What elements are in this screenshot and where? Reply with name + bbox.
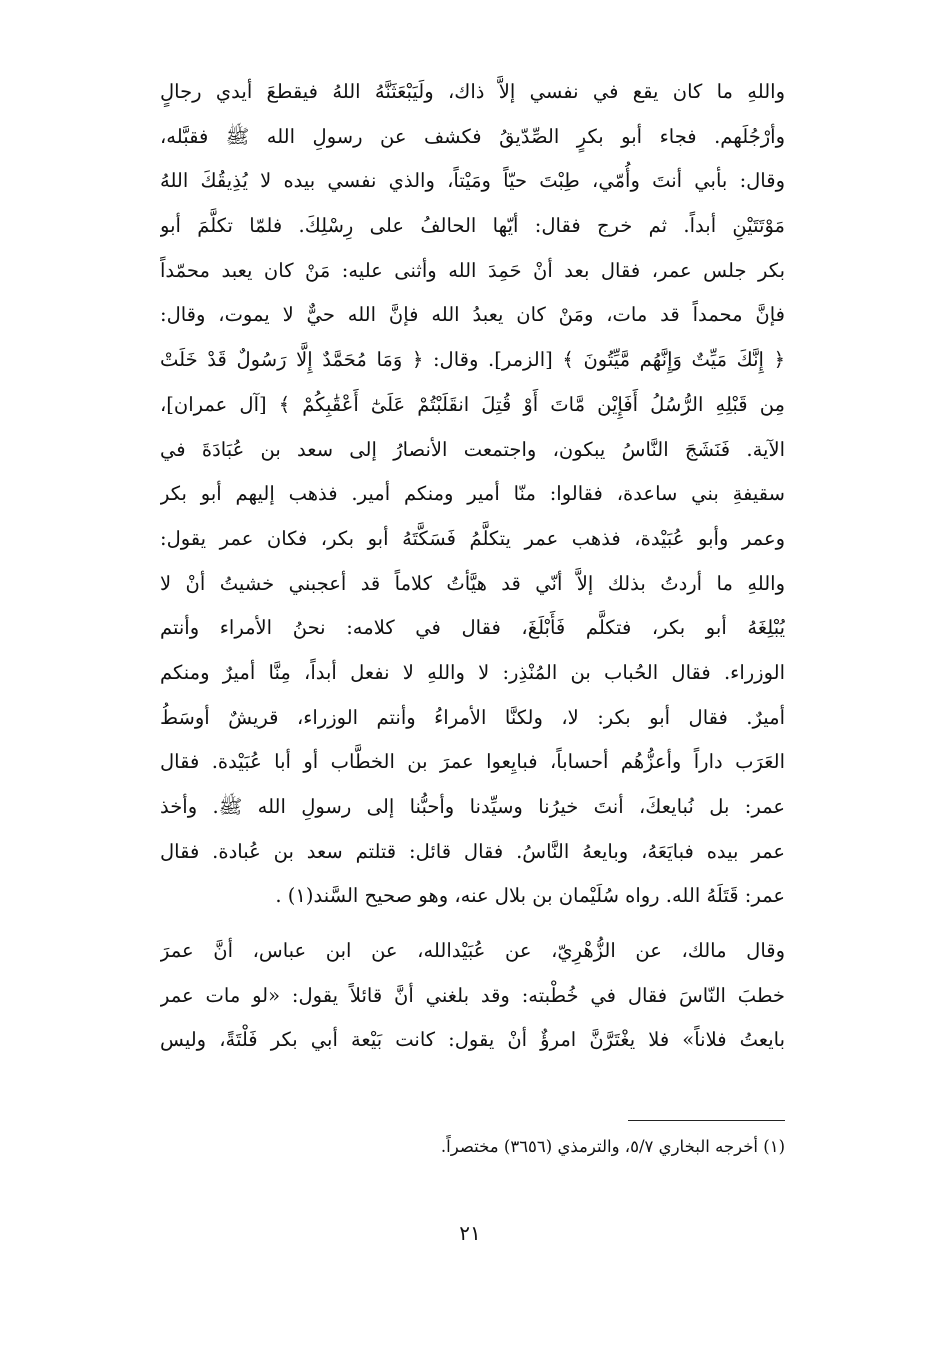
text-line: واللهِ ما كان يقع في نفسي إلاَّ ذاك، ولَيَبْعَثَنَّهُ اللهُ فيقطعَ أيدي رجالٍ bbox=[160, 80, 785, 103]
paragraph-gap bbox=[160, 919, 785, 929]
text-line: وأرْجُلَهم. فجاء أبو بكرٍ الصِّدّيقُ فكشف عن رسولِ الله ﷺ فقبَّله، bbox=[160, 124, 785, 148]
text-line: وقال مالك، عن الزُّهْرِيّ، عن عُبَيْدالله، عن ابن عباس، أنَّ عمرَ bbox=[160, 939, 785, 963]
text-line: عمر بيده فبايَعَهُ، وبايعهُ النَّاسُ. فقال قائل: قتلتم سعد بن عُبادة. فقال bbox=[160, 839, 785, 863]
paragraph-2 bbox=[160, 929, 785, 1063]
footnote: (١) أخرجه البخاري ٥/٧، والترمذي (٣٦٥٦) مختصراً. bbox=[440, 1137, 785, 1156]
footnote-separator bbox=[628, 1120, 785, 1121]
page-number: ٢١ bbox=[459, 1221, 481, 1245]
text-line: أميرٌ. فقال أبو بكر: لا، ولكنَّا الأمراءُ وأنتم الوزراء، قريشٌ أوسَطُ bbox=[160, 705, 785, 729]
text-line: بايعتُ فلاناً» فلا يغْتَرَّنَّ امرؤٌ أنْ يقول: كانت بَيْعة أبي بكر فَلْتَةً، وليس bbox=[160, 1028, 785, 1052]
text-line: خطبَ النّاسَ فقال في خُطْبته: وقد بلغني أنَّ قائلاً يقول: «لو مات عمر bbox=[160, 983, 785, 1007]
text-line: مَوْتَتَيْنِ أبداً. ثم خرج فقال: أيّها الحالفُ على رِسْلِكَ. فلمّا تكلَّمَ أبو bbox=[160, 214, 785, 238]
text-line: عمر: قَتَلَهُ الله. رواه سُلَيْمان بن بلال عنه، وهو صحيح السَّند(١) . bbox=[275, 884, 785, 908]
text-line: بكر جلس عمر، فقال بعد أنْ حَمِدَ الله وأثنى عليه: مَنْ كان يعبد محمّداً bbox=[160, 258, 785, 282]
text-line: وعمر وأبو عُبَيْدة، فذهب عمر يتكلَّمُ فَسَكَّتَهُ أبو بكر، فكان عمر يقول: bbox=[160, 526, 785, 550]
text-line: الآية. فَنَشَجَ النَّاسُ يبكون، واجتمعت الأنصارُ إلى سعد بن عُبَادَةَ في bbox=[160, 437, 785, 461]
text-line: وقال: بأبي أنتَ وأُمّي، طِبْتَ حيّاً ومَيْتاً، والذي نفسي بيده لا يُذِيقُكَ اللهُ bbox=[160, 169, 785, 193]
text-line: واللهِ ما أردتُ بذلك إلاَّ أنّي قد هيَّأتُ كلاماً قد أعجبني خشيتُ أنْ لا bbox=[160, 571, 785, 595]
text-line: العَرَب داراً وأعزُّهُم أحساباً، فبايِعوا عمرَ بن الخطَّاب أو أبا عُبَيْدة. فقال bbox=[160, 750, 785, 774]
main-text bbox=[160, 70, 785, 1063]
text-line: الوزراء. فقال الحُباب بن المُنْذِر: لا واللهِ لا نفعل أبداً، مِنَّا أميرٌ ومنكم bbox=[160, 660, 785, 684]
paragraph-1 bbox=[160, 70, 785, 919]
text-line: فإنَّ محمداً قد مات، ومَنْ كان يعبدُ الله فإنَّ الله حيٌّ لا يموت، وقال: bbox=[160, 303, 785, 327]
text-line: عمر: بل نُبايعكَ، أنتَ خيرُنا وسيِّدنا وأحبُّنا إلى رسولِ الله ﷺ. وأخذ bbox=[160, 795, 785, 818]
text-line: سقيفةِ بني ساعدة، فقالوا: منّا أمير ومنكم أمير. فذهب إليهم أبو بكر bbox=[160, 482, 785, 506]
text-line: ﴿ إِنَّكَ مَيِّتٌ وَإِنَّهُم مَّيِّتُونَ ﴾ [الزمر]. وقال: ﴿ وَمَا مُحَمَّدٌ إِلَّا رَسُولٌ قَدْ خَلَتْ bbox=[160, 348, 785, 372]
text-line: مِن قَبْلِهِ الرُّسُلُ أَفَإِيْن مَّاتَ أَوْ قُتِلَ انقَلَبْتُمْ عَلَىٰٓ أَعْقَٰبِكُمْ ﴾ [آل عمران]، bbox=[160, 392, 785, 416]
text-line: يُبْلِغَهُ أبو بكر، فتكلَّم فَأَبْلَغَ، فقال في كلامه: نحنُ الأمراء وأنتم bbox=[160, 616, 785, 640]
